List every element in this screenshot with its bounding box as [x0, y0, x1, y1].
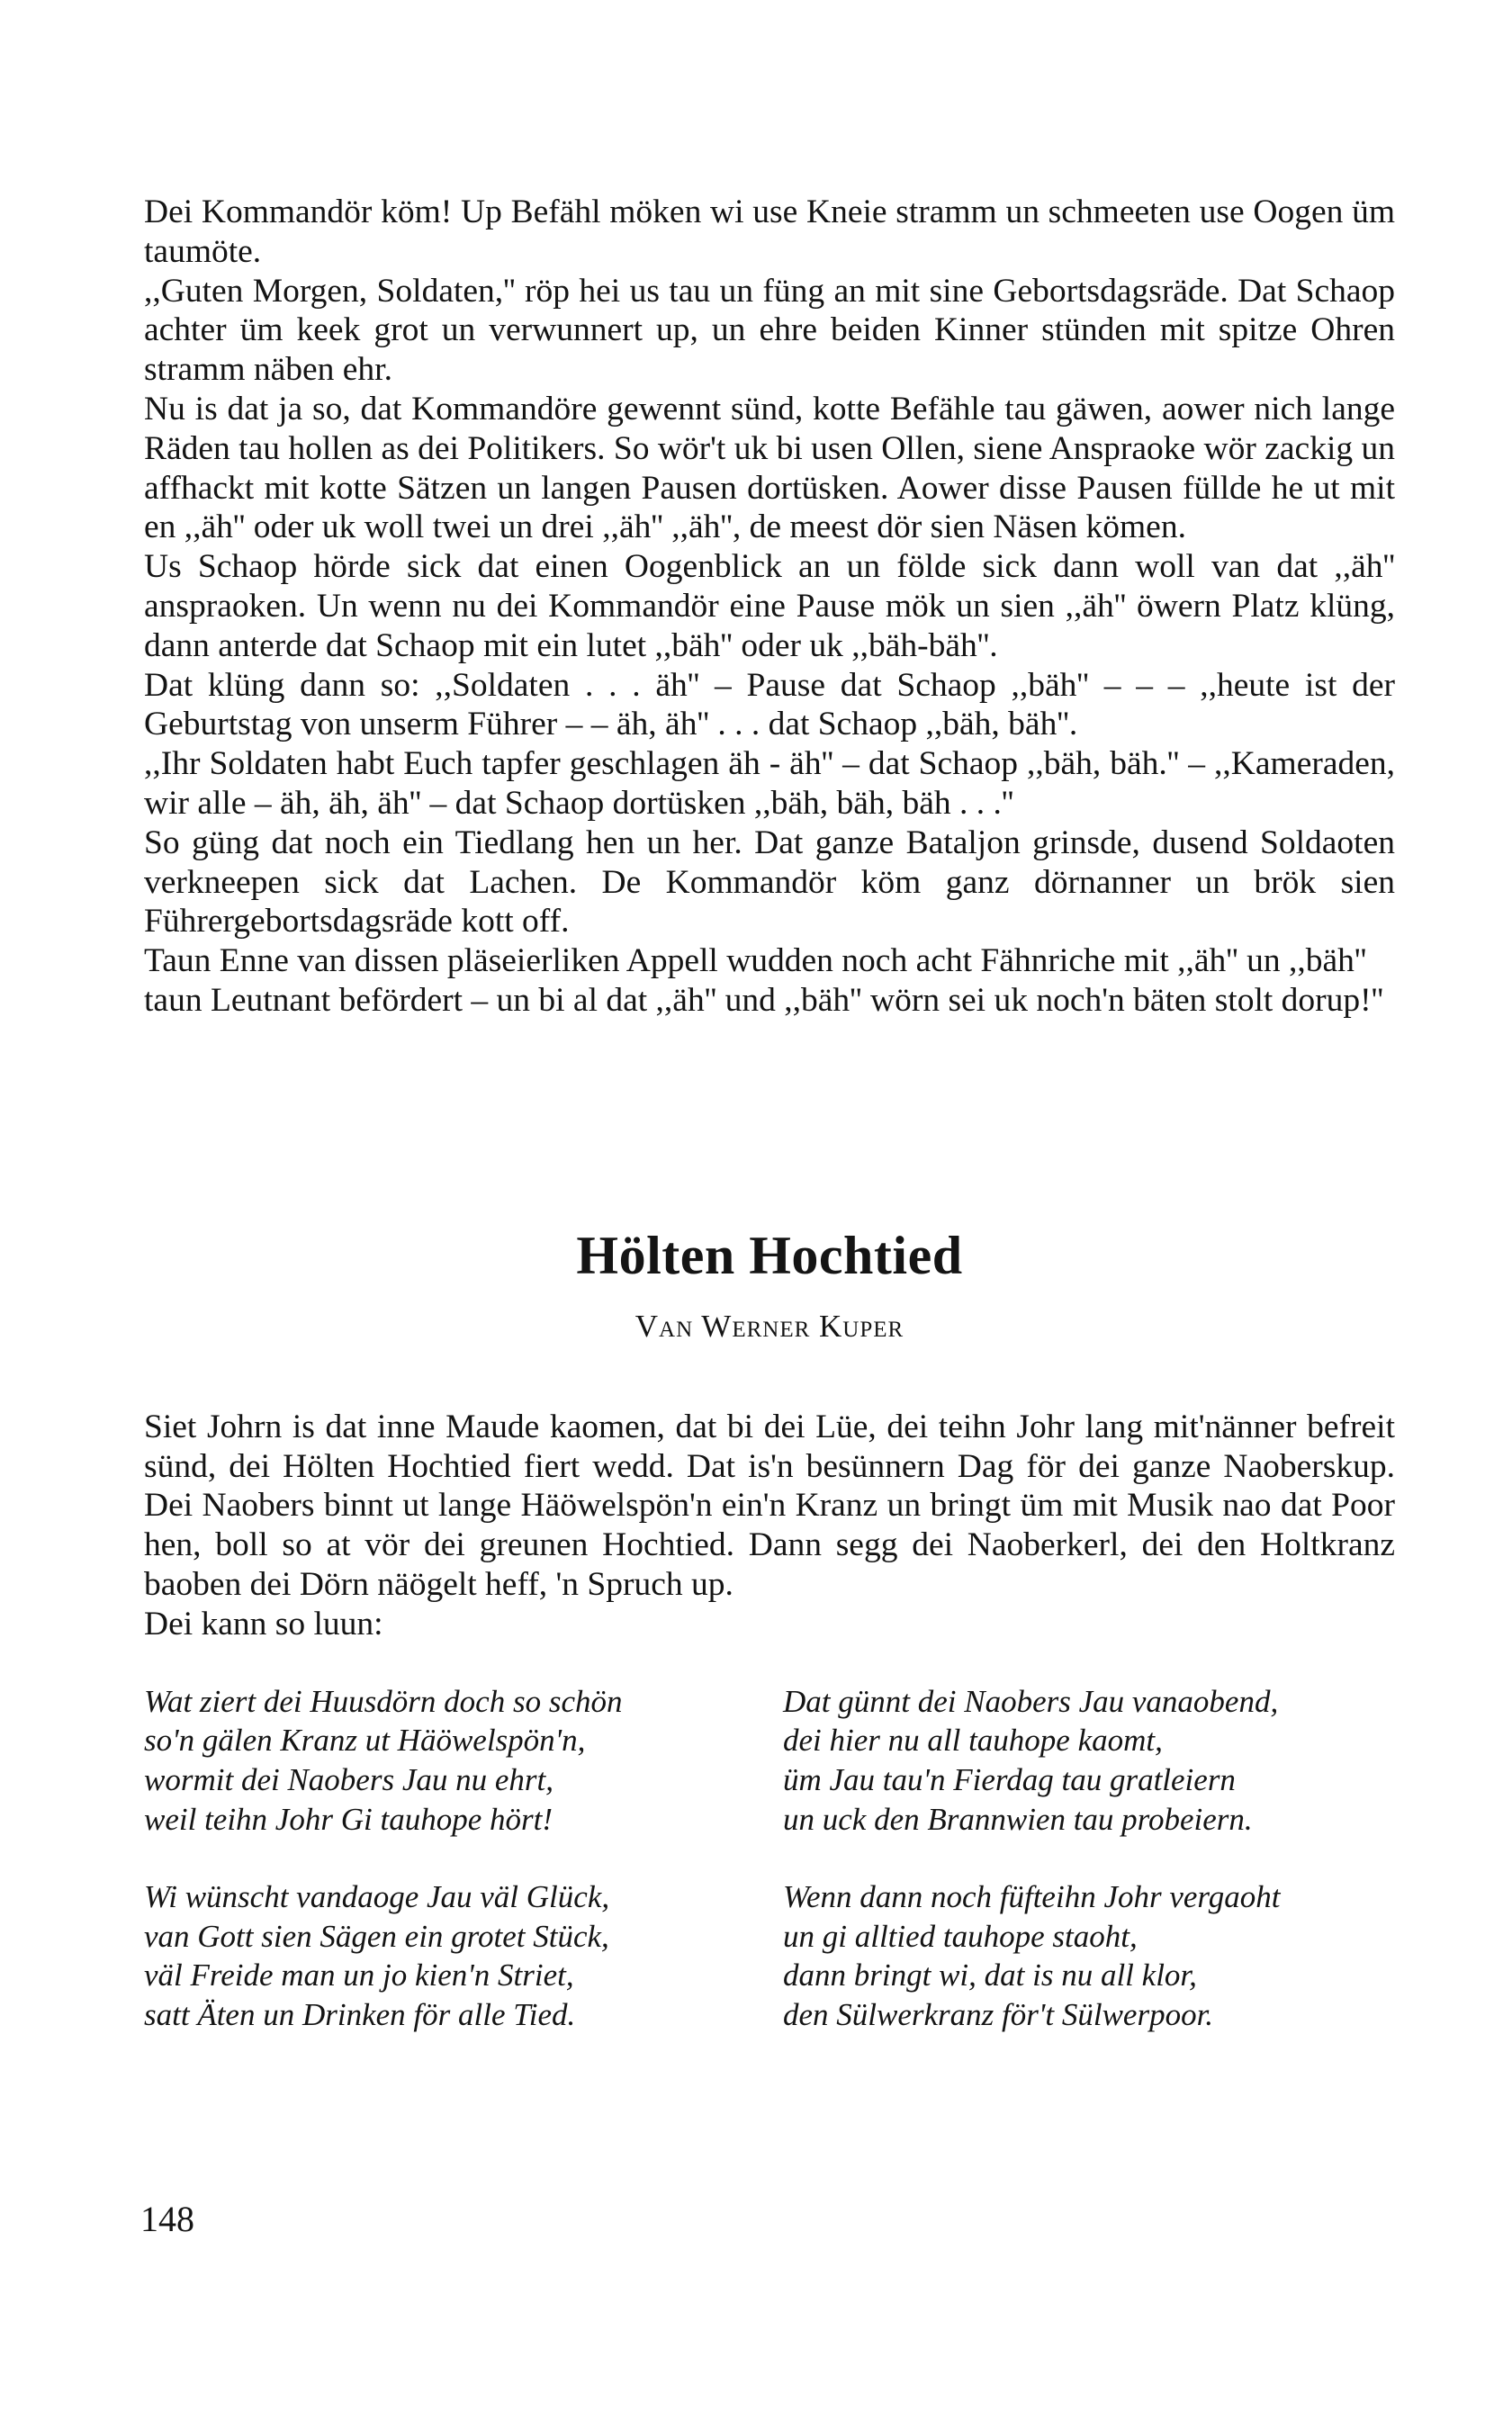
verse-line: weil teihn Johr Gi tauhope hört! — [144, 1801, 553, 1837]
verse-line: van Gott sien Sägen ein grotet Stück, — [144, 1918, 609, 1954]
verse-line: üm Jau tau'n Fierdag tau gratleiern — [783, 1762, 1236, 1798]
poem-verses — [144, 1682, 1395, 2035]
verse-line: dann bringt wi, dat is nu all klor, — [783, 1958, 1197, 1994]
verse-line: un gi alltied tauhope staoht, — [783, 1918, 1138, 1954]
verse-line: dei hier nu all tauhope kaomt, — [783, 1723, 1163, 1759]
verse-line: Wat ziert dei Huusdörn doch so schön — [144, 1683, 623, 1719]
intro-paragraph: Dei kann so luun: — [144, 1605, 383, 1642]
intro-paragraph: Siet Johrn is dat inne Maude kaomen, dat bi dei Lüe, dei teihn Johr lang mit'nänner befreit sünd, dei Hölten Hochtied fiert wedd. Dat is'n besünnern Dag för dei ganze Naoberskup. Dei Naobers binnt ut lange Häöwelspön'n ein'n Kranz un bringt üm mit Musik nao dat Poor hen, boll so at vör dei greunen Hochtied. Dann segg dei Naoberkerl, dei den Holtkranz baoben dei Dörn näögelt heff, 'n Spruch up. — [144, 1408, 1395, 1603]
story-paragraph: ,,Guten Morgen, Soldaten,'' röp hei us tau un füng an mit sine Gebortsdagsräde. Dat Schaop achter üm keek grot un verwunnert up, un ehre beiden Kinner stünden mit spitze Ohren stramm näben ehr. — [144, 272, 1395, 389]
verse-line: so'n gälen Kranz ut Häöwelspön'n, — [144, 1723, 586, 1759]
author-byline: Van Werner Kuper — [634, 1308, 904, 1344]
story-paragraph: So güng dat noch ein Tiedlang hen un her. Dat ganze Bataljon grinsde, dusend Soldaoten verkneepen sick dat Lachen. De Kommandör köm ganz dörnanner un brök sien Führergebortsdagsräde kott off. — [144, 824, 1395, 940]
verse-line: Dat günnt dei Naobers Jau vanaobend, — [783, 1683, 1279, 1719]
page-number: 148 — [140, 2199, 194, 2239]
verse-line: Wi wünscht vandaoge Jau väl Glück, — [144, 1878, 610, 1914]
chapter-intro — [144, 1408, 1395, 1644]
verse-line: väl Freide man un jo kien'n Striet, — [144, 1958, 574, 1994]
stanza — [144, 1877, 783, 2035]
verse-line: den Sülwerkranz för't Sülwerpoor. — [783, 1997, 1214, 2033]
verse-line: Wenn dann noch füfteihn Johr vergaoht — [783, 1878, 1281, 1914]
story-paragraph: Dat klüng dann so: ,,Soldaten . . . äh'' – Pause dat Schaop ,,bäh'' – – – ,,heute ist der Geburtstag von unserm Führer – – äh, äh'' . . . dat Schaop ,,bäh, bäh''. — [144, 666, 1395, 743]
stanza — [144, 1682, 783, 1840]
story-text — [144, 193, 1395, 1021]
book-page — [144, 193, 1395, 2035]
story-paragraph: Taun Enne van dissen pläseierliken Appell wudden noch acht Fähnriche mit ,,äh'' un ,,bäh'' taun Leutnant befördert – un bi al dat ,,äh'' und ,,bäh'' wörn sei uk noch'n bäten stolt dorup!'' — [144, 942, 1384, 1019]
stanza — [783, 1682, 1395, 1840]
story-paragraph: ,,Ihr Soldaten habt Euch tapfer geschlagen äh - äh'' – dat Schaop ,,bäh, bäh.'' – ,,Kameraden, wir alle – äh, äh, äh'' – dat Schaop dortüsken ,,bäh, bäh, bäh . . .'' — [144, 745, 1395, 822]
story-paragraph: Nu is dat ja so, dat Kommandöre gewennt sünd, kotte Befähle tau gäwen, aower nich lange Räden tau hollen as dei Politikers. So wör't uk bi usen Ollen, siene Anspraoke wör zackig un affhackt mit kotte Sätzen un langen Pausen dortüsken. Aower disse Pausen füllde he ut mit en ,,äh'' oder uk woll twei un drei ,,äh'' ,,äh'', de meest dör sien Näsen kömen. — [144, 390, 1395, 546]
verse-line: un uck den Brannwien tau probeiern. — [783, 1801, 1253, 1837]
verse-line: wormit dei Naobers Jau nu ehrt, — [144, 1762, 554, 1798]
stanza — [783, 1877, 1395, 2035]
verse-line: satt Äten un Drinken för alle Tied. — [144, 1997, 576, 2033]
story-paragraph: Us Schaop hörde sick dat einen Oogenblick an un földe sick dann woll van dat ,,äh'' anspraoken. Un wenn nu dei Kommandör eine Pause mök un sien ,,äh'' öwern Platz klüng, dann anterde dat Schaop mit ein lutet ,,bäh'' oder uk ,,bäh-bäh''. — [144, 548, 1395, 664]
story-paragraph: Dei Kommandör köm! Up Befähl möken wi use Kneie stramm un schmeeten use Oogen üm taumöte. — [144, 194, 1395, 270]
chapter-title: Hölten Hochtied — [576, 1225, 963, 1285]
